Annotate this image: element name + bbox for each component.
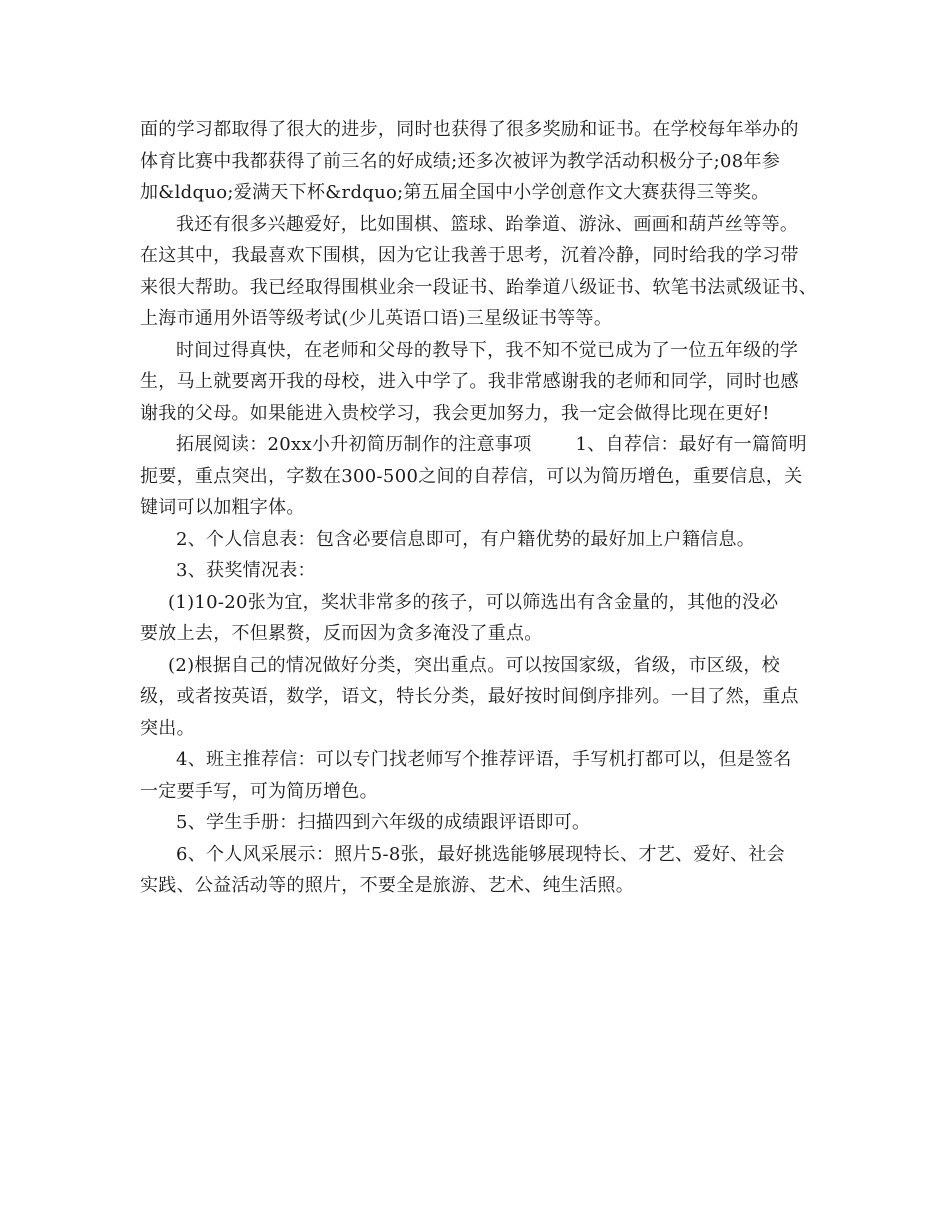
sub-list-item: (2)根据自己的情况做好分类，突出重点。可以按国家级，省级，市区级，校 — [168, 654, 780, 676]
list-item: 6、个人风采展示：照片5-8张，最好挑选能够展现特长、才艺、爱好、社会 — [176, 843, 785, 865]
list-item: 5、学生手册：扫描四到六年级的成绩跟评语即可。 — [176, 812, 591, 833]
text-line: 上海市通用外语等级考试(少儿英语口语)三星级证书等等。 — [140, 308, 613, 329]
text-line: 一定要手写，可为简历增色。 — [140, 780, 378, 802]
text-line: 面的学习都取得了很大的进步，同时也获得了很多奖励和证书。在学校每年举办的 — [140, 119, 799, 140]
list-item: 3、获奖情况表： — [176, 560, 316, 581]
item-1-start: 1、自荐信：最好有一篇简明 — [575, 434, 807, 455]
paragraph-start: 时间过得真快，在老师和父母的教导下，我不知不觉已成为了一位五年级的学 — [176, 339, 799, 361]
text-line: 体育比赛中我都获得了前三名的好成绩;还多次被评为教学活动积极分子;08年参 — [140, 150, 781, 172]
text-line: 在这其中，我最喜欢下围棋，因为它让我善于思考，沉着冷静，同时给我的学习带 — [140, 245, 799, 266]
text-line: 实践、公益活动等的照片，不要全是旅游、艺术、纯生活照。 — [140, 875, 635, 896]
extended-reading-line — [140, 429, 830, 461]
text-line: 生，马上就要离开我的母校，进入中学了。我非常感谢我的老师和同学，同时也感 — [140, 371, 799, 392]
text-line: 扼要，重点突出，字数在300-500之间的自荐信，可以为简历增色，重要信息，关 — [140, 465, 803, 487]
text-line: 突出。 — [140, 717, 195, 739]
text-line: 要放上去，不但累赘，反而因为贪多淹没了重点。 — [140, 623, 543, 644]
text-line: 谢我的父母。如果能进入贵校学习，我会更加努力，我一定会做得比现在更好! — [140, 402, 770, 424]
text-line: 来很大帮助。我已经取得围棋业余一段证书、跆拳道八级证书、软笔书法贰级证书、 — [140, 276, 818, 298]
extended-reading-title: 拓展阅读：20xx小升初简历制作的注意事项 — [176, 434, 532, 455]
paragraph-start: 我还有很多兴趣爱好，比如围棋、篮球、跆拳道、游泳、画画和葫芦丝等等。 — [176, 213, 799, 235]
text-line: 加&ldquo;爱满天下杯&rdquo;第五届全国中小学创意作文大赛获得三等奖。 — [140, 182, 770, 203]
sub-list-item: (1)10-20张为宜，奖状非常多的孩子，可以筛选出有含金量的，其他的没必 — [168, 591, 779, 613]
text-line: 级，或者按英语，数学，语文，特长分类，最好按时间倒序排列。一目了然，重点 — [140, 686, 799, 707]
list-item: 2、个人信息表：包含必要信息即可，有户籍优势的最好加上户籍信息。 — [176, 528, 756, 550]
text-line: 键词可以加粗字体。 — [140, 497, 305, 518]
document-body — [140, 114, 830, 902]
list-item: 4、班主推荐信：可以专门找老师写个推荐评语，手写机打都可以，但是签名 — [176, 749, 792, 770]
